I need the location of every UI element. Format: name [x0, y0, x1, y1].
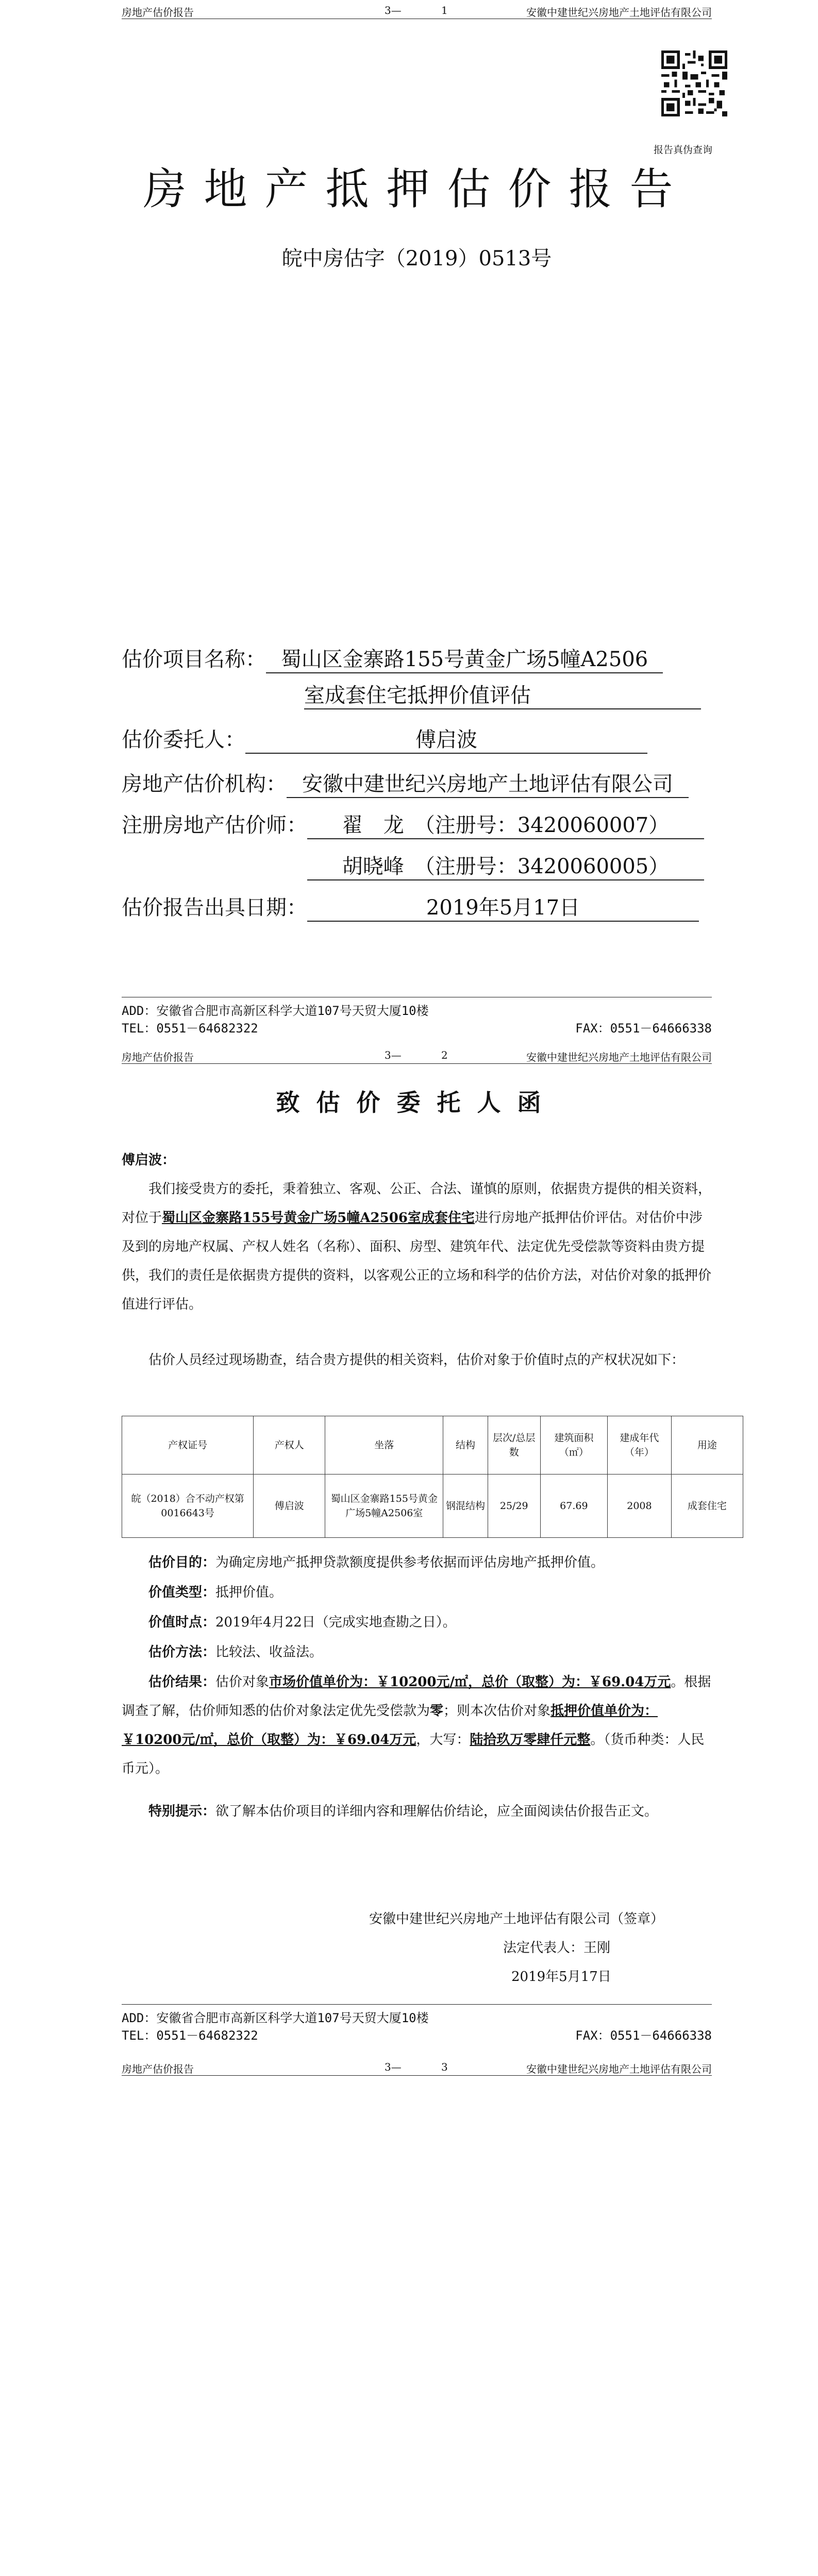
- signature-company: 安徽中建世纪兴房地产土地评估有限公司（签章）: [369, 1911, 664, 1927]
- footer-address-row: [122, 1001, 712, 1018]
- table-header-cell: 建筑面积（㎡）: [540, 1416, 607, 1475]
- report-date-row: [122, 891, 699, 922]
- page-footer-1: [122, 997, 712, 1036]
- result-label: 估价结果：: [148, 1674, 216, 1690]
- footer-fax: FAX：0551－64666338: [575, 1021, 712, 1036]
- footer-fax: FAX：0551－64666338: [575, 2028, 712, 2043]
- signature-representative: 法定代表人：王刚: [503, 1940, 611, 1956]
- p1-address: 蜀山区金寨路155号黄金广场5幢A2506室成套住宅: [162, 1210, 475, 1226]
- footer-address: ADD：安徽省合肥市高新区科学大道107号天贸大厦10楼: [122, 1004, 429, 1018]
- letter-paragraph-1: [122, 1175, 712, 1319]
- signature-date: 2019年5月17日: [511, 1969, 611, 1985]
- client-value: 傅启波: [245, 723, 647, 754]
- header-page-number: 1: [441, 4, 448, 16]
- table-row: [122, 1475, 743, 1538]
- result-priority-amount: 零: [430, 1703, 444, 1719]
- appraiser-label: 注册房地产估价师：: [122, 814, 307, 837]
- value-time-label: 价值时点：: [148, 1615, 216, 1630]
- table-cell: 钢混结构: [443, 1475, 488, 1538]
- letter-paragraph-2: 估价人员经过现场勘查，结合贵方提供的相关资料，估价对象于价值时点的产权状况如下：: [148, 1352, 685, 1368]
- header-left-text: 房地产估价报告: [122, 1051, 194, 1063]
- table-header-cell: 产权人: [254, 1416, 325, 1475]
- result-mortgage-value: 抵押价值单价为：￥10200元/㎡，总价（取整）为：￥69.04万元: [122, 1703, 658, 1748]
- letter-salutation: 傅启波：: [122, 1153, 176, 1168]
- header-company: 安徽中建世纪兴房地产土地评估有限公司: [526, 6, 712, 19]
- table-cell: 25/29: [488, 1475, 540, 1538]
- table-header-cell: 结构: [443, 1416, 488, 1475]
- result-paragraph: [122, 1668, 712, 1783]
- table-cell: 2008: [608, 1475, 672, 1538]
- p1-text-a: 我们接受贵方的委托，秉着独立、客观、公正、合法、谨慎的原则，依据贵方提供的相关资料，对位于: [122, 1181, 712, 1226]
- table-cell: 傅启波: [254, 1475, 325, 1538]
- note-value: 欲了解本估价项目的详细内容和理解估价结论，应全面阅读估价报告正文。: [215, 1804, 658, 1819]
- table-cell: 皖（2018）合不动产权第0016643号: [122, 1475, 254, 1538]
- letter-title: 致估价委托人函: [276, 1089, 558, 1116]
- header-company: 安徽中建世纪兴房地产土地评估有限公司: [526, 2063, 712, 2075]
- value-type-label: 价值类型：: [148, 1585, 216, 1600]
- project-name-row: [122, 643, 663, 673]
- result-text-c: ；则本次估价对象: [443, 1703, 551, 1719]
- result-text-d: ，大写：: [416, 1732, 470, 1748]
- note-label: 特别提示：: [148, 1804, 216, 1819]
- purpose-value: 为确定房地产抵押贷款额度提供参考依据而评估房地产抵押价值。: [215, 1555, 605, 1570]
- method-row: [122, 1638, 712, 1667]
- appraiser-value-1: 翟 龙 （注册号：3420060007）: [307, 809, 704, 839]
- footer-address-row: [122, 2008, 712, 2025]
- value-time-value: 2019年4月22日（完成实地查勘之日）。: [215, 1615, 456, 1630]
- project-name-value-2: 室成套住宅抵押价值评估: [304, 679, 701, 709]
- footer-contact-row: [122, 2025, 712, 2043]
- footer-rule: [122, 2004, 712, 2005]
- p1-text-b: 进行房地产抵押估价评估。对估价中涉及到的房地产权属、产权人姓名（名称）、面积、房型、建筑年代、法定优先受偿款等资料由贵方提供，我们的责任是依据贵方提供的资料，以客观公正的立场和科学的估价方法，对估价对象的抵押价值进行评估。: [122, 1210, 712, 1312]
- result-amount-in-words: 陆拾玖万零肆仟元整: [470, 1732, 591, 1748]
- method-value: 比较法、收益法。: [215, 1645, 323, 1660]
- report-number: 皖中房估字（2019）0513号: [281, 247, 552, 270]
- result-market-value: 市场价值单价为：￥10200元/㎡，总价（取整）为：￥69.04万元: [269, 1674, 671, 1690]
- appraiser-row-2: [307, 850, 704, 880]
- table-header-row: [122, 1416, 743, 1475]
- client-label: 估价委托人：: [122, 728, 245, 752]
- purpose-label: 估价目的：: [148, 1555, 216, 1570]
- header-company: 安徽中建世纪兴房地产土地评估有限公司: [526, 1051, 712, 1063]
- table-cell: 蜀山区金寨路155号黄金广场5幢A2506室: [325, 1475, 443, 1538]
- result-text-a: 估价对象: [215, 1674, 270, 1690]
- project-name-label: 估价项目名称：: [122, 648, 266, 671]
- client-row: [122, 723, 647, 754]
- property-table: [122, 1416, 743, 1538]
- footer-tel: TEL：0551－64682322: [122, 1021, 258, 1036]
- page-footer-2: [122, 2004, 712, 2043]
- header-left-text: 房地产估价报告: [122, 2063, 194, 2075]
- project-name-value: 蜀山区金寨路155号黄金广场5幢A2506: [266, 643, 663, 673]
- method-label: 估价方法：: [148, 1645, 216, 1660]
- table-header-cell: 层次/总层数: [488, 1416, 540, 1475]
- note-paragraph: [122, 1797, 712, 1826]
- header-page-number: 3: [441, 2061, 448, 2073]
- header-page-mid: 3—: [385, 1049, 402, 1061]
- agency-row: [122, 768, 689, 798]
- table-cell: 67.69: [540, 1475, 607, 1538]
- purpose-row: [122, 1548, 712, 1577]
- value-type-row: [122, 1578, 712, 1607]
- header-page-mid: 3—: [385, 2061, 402, 2073]
- footer-address: ADD：安徽省合肥市高新区科学大道107号天贸大厦10楼: [122, 2011, 429, 2025]
- report-date-value: 2019年5月17日: [307, 891, 699, 922]
- appraiser-row: [122, 809, 704, 839]
- header-page-mid: 3—: [385, 4, 402, 16]
- report-title: 房地产抵押估价报告: [143, 164, 691, 214]
- table-header-cell: 建成年代（年）: [608, 1416, 672, 1475]
- footer-tel: TEL：0551－64682322: [122, 2028, 258, 2043]
- result-text-e: 。（货币种类：人民币元）。: [122, 1732, 705, 1776]
- header-page-number: 2: [441, 1049, 448, 1061]
- header-rule: [122, 2075, 712, 2076]
- table-header-cell: 坐落: [325, 1416, 443, 1475]
- report-date-label: 估价报告出具日期：: [122, 896, 307, 920]
- result-text-b: 。根据调查了解，估价师知悉的估价对象法定优先受偿款为: [122, 1674, 711, 1719]
- footer-contact-row: [122, 1018, 712, 1036]
- agency-value: 安徽中建世纪兴房地产土地评估有限公司: [287, 768, 689, 798]
- header-rule: [122, 1063, 712, 1064]
- qr-label: 报告真伪查询: [654, 144, 713, 156]
- qr-code[interactable]: [661, 50, 727, 116]
- project-name-row-2: [304, 679, 701, 709]
- appraiser-value-2: 胡晓峰 （注册号：3420060005）: [307, 850, 704, 880]
- value-type-value: 抵押价值。: [215, 1585, 283, 1600]
- table-cell: 成套住宅: [671, 1475, 743, 1538]
- agency-label: 房地产估价机构：: [122, 772, 287, 796]
- table-header-cell: 用途: [671, 1416, 743, 1475]
- header-left-text: 房地产估价报告: [122, 6, 194, 19]
- table-header-cell: 产权证号: [122, 1416, 254, 1475]
- value-time-row: [122, 1608, 712, 1637]
